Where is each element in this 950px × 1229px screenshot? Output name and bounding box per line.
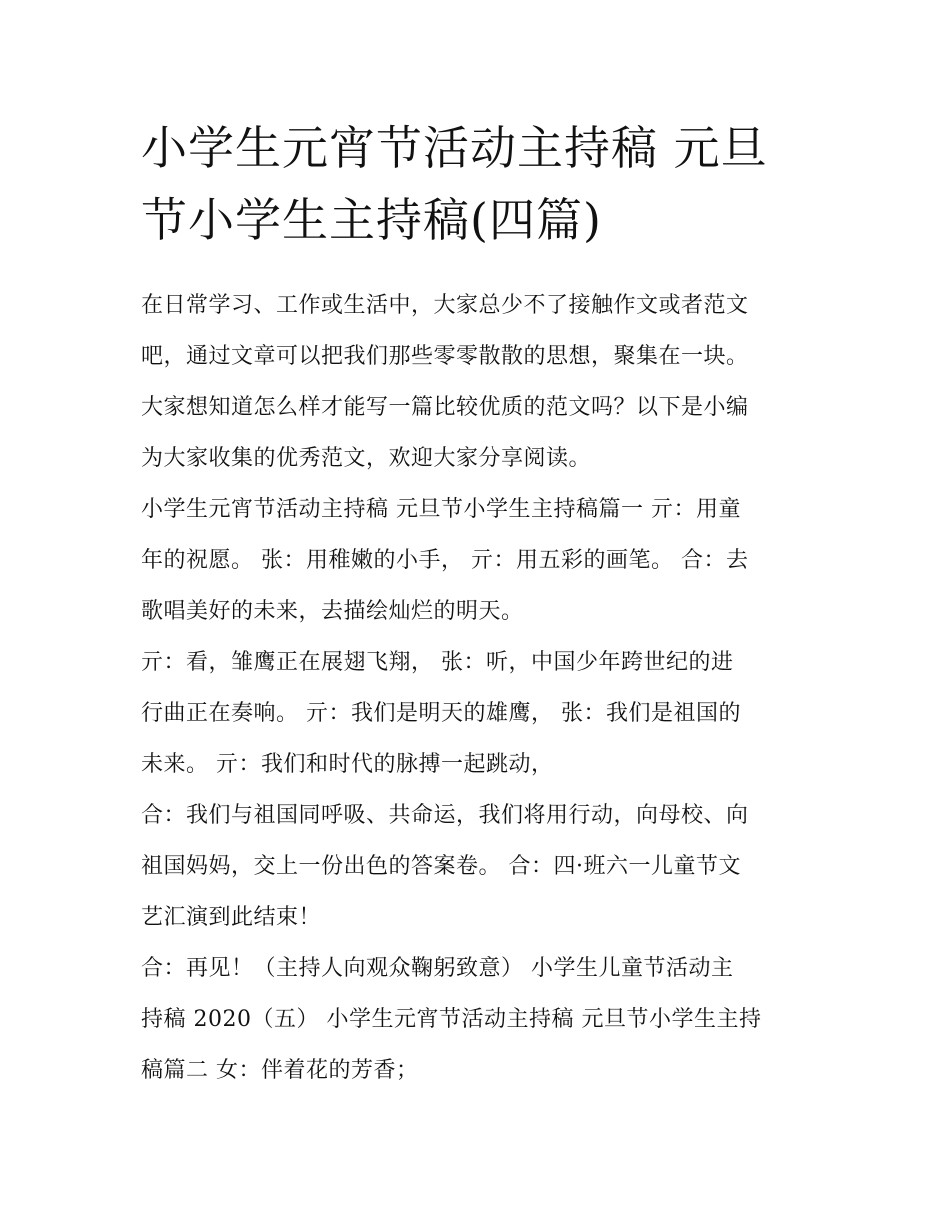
paragraph-script-2: [141, 637, 821, 790]
text-line: 艺汇演到此结束！: [141, 905, 322, 930]
text-line: 吧，通过文章可以把我们那些零零散散的思想，聚集在一块。: [141, 344, 749, 369]
text-line: 合：我们与祖国同呼吸、共命运，我们将用行动，向母校、向: [141, 803, 749, 828]
text-line: 年的祝愿。 张：用稚嫩的小手， 亓：用五彩的画笔。 合：去: [141, 548, 749, 573]
text-line: 在日常学习、工作或生活中，大家总少不了接触作文或者范文: [141, 293, 749, 318]
paragraph-script-4: [141, 943, 821, 1096]
text-line: 歌唱美好的未来，去描绘灿烂的明天。: [141, 599, 524, 624]
paragraph-script-3: [141, 790, 821, 943]
text-line: 小学生元宵节活动主持稿 元旦节小学生主持稿篇一 亓：用童: [141, 497, 741, 522]
title-line-2: 节小学生主持稿(四篇): [141, 193, 602, 247]
text-line: 亓：看，雏鹰正在展翅飞翔， 张：听，中国少年跨世纪的进: [141, 650, 734, 675]
text-line: 祖国妈妈，交上一份出色的答案卷。 合：四·班六一儿童节文: [141, 854, 741, 879]
paragraph-script-1: [141, 484, 821, 637]
text-line: 大家想知道怎么样才能写一篇比较优质的范文吗？以下是小编: [141, 395, 749, 420]
text-line: 持稿 2020（五） 小学生元宵节活动主持稿 元旦节小学生主持: [141, 1007, 762, 1032]
document-body: [141, 280, 821, 1096]
text-line: 合：再见！（主持人向观众鞠躬致意） 小学生儿童节活动主: [141, 956, 734, 981]
title-line-1: 小学生元宵节活动主持稿 元旦: [141, 121, 768, 175]
document-title: [141, 112, 831, 256]
text-line: 未来。 亓：我们和时代的脉搏一起跳动，: [141, 752, 554, 777]
text-line: 行曲正在奏响。 亓：我们是明天的雄鹰， 张：我们是祖国的: [141, 701, 741, 726]
text-line: 稿篇二 女：伴着花的芳香；: [141, 1058, 419, 1083]
text-line: 为大家收集的优秀范文，欢迎大家分享阅读。: [141, 446, 592, 471]
paragraph-intro: [141, 280, 821, 484]
